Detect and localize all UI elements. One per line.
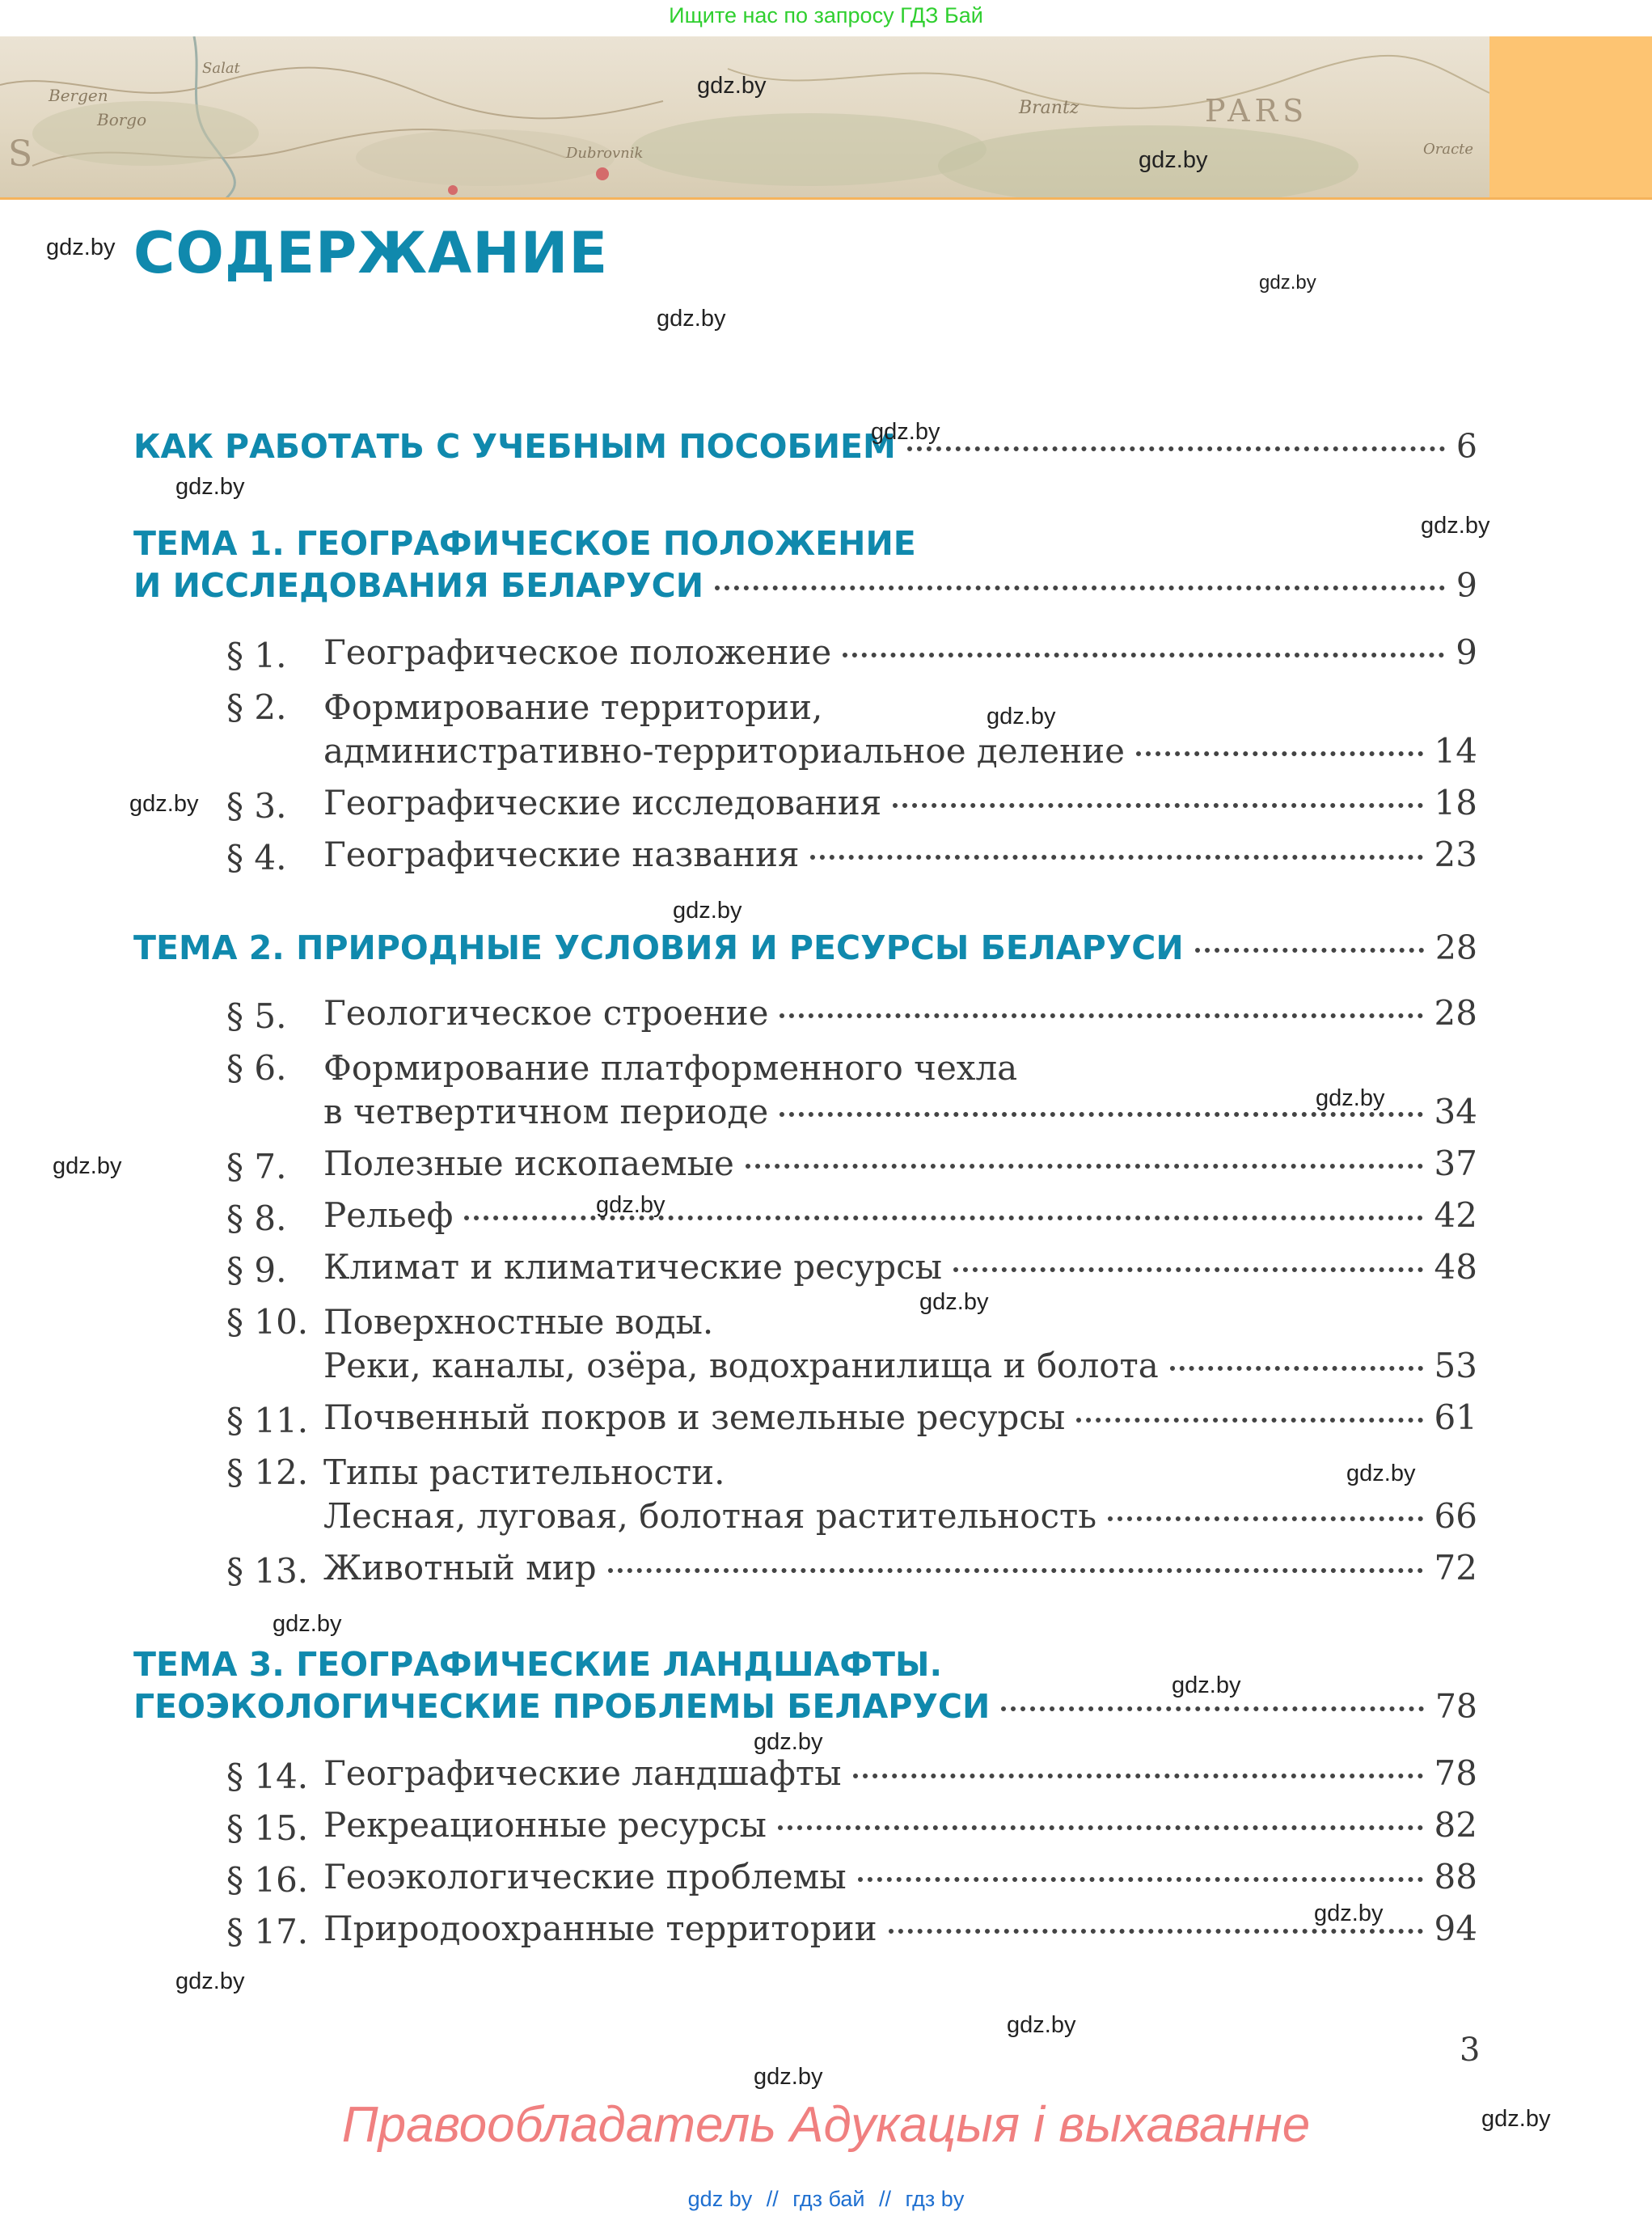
paragraph-title: Геоэкологические проблемы bbox=[323, 1857, 847, 1896]
map-label: Salat bbox=[202, 60, 240, 77]
paragraph-title: Животный мир bbox=[323, 1548, 597, 1588]
watermark: gdz.by bbox=[46, 235, 116, 260]
page-number: 3 bbox=[1460, 2032, 1481, 2069]
dot-leader bbox=[893, 803, 1422, 808]
paragraph-number: § 8. bbox=[226, 1199, 287, 1238]
toc-paragraph[interactable] bbox=[323, 1805, 1477, 1852]
watermark: gdz.by bbox=[53, 1153, 122, 1179]
paragraph-number: § 15. bbox=[226, 1808, 309, 1848]
dot-leader bbox=[858, 1877, 1423, 1882]
watermark: gdz.by bbox=[657, 306, 726, 332]
toc-topic-2[interactable] bbox=[133, 928, 1477, 977]
dot-leader bbox=[953, 1267, 1422, 1272]
paragraph-number: § 16. bbox=[226, 1860, 309, 1900]
paragraph-title: Реки, каналы, озёра, водохранилища и болота bbox=[323, 1346, 1159, 1385]
paragraph-number: § 17. bbox=[226, 1912, 309, 1951]
corner-accent bbox=[1489, 36, 1652, 198]
watermark: gdz.by bbox=[175, 1968, 245, 1994]
toc-paragraph[interactable] bbox=[323, 1092, 1477, 1139]
paragraph-title-line: Типы растительности. bbox=[323, 1452, 725, 1492]
toc-page: 53 bbox=[1434, 1346, 1477, 1385]
map-label: PARS bbox=[1205, 93, 1309, 129]
watermark: gdz.by bbox=[1481, 2106, 1551, 2132]
toc-page: 28 bbox=[1434, 928, 1477, 967]
toc-paragraph[interactable] bbox=[323, 632, 1477, 679]
dot-leader bbox=[778, 1825, 1423, 1830]
watermark: gdz.by bbox=[754, 2064, 823, 2090]
paragraph-number: § 2. bbox=[226, 687, 287, 727]
paragraph-title: Полезные ископаемые bbox=[323, 1144, 734, 1183]
toc-paragraph[interactable] bbox=[323, 1753, 1477, 1800]
paragraph-title: Рекреационные ресурсы bbox=[323, 1805, 767, 1845]
paragraph-title: в четвертичном периоде bbox=[323, 1092, 769, 1131]
paragraph-title-line: Формирование территории, bbox=[323, 687, 823, 727]
toc-title: КАК РАБОТАТЬ С УЧЕБНЫМ ПОСОБИЕМ bbox=[133, 427, 896, 466]
paragraph-title: Лесная, луговая, болотная растительность bbox=[323, 1496, 1097, 1536]
topic-title-line: ТЕМА 2. ПРИРОДНЫЕ УСЛОВИЯ И РЕСУРСЫ БЕЛАРУСИ bbox=[133, 928, 1184, 967]
dot-leader bbox=[810, 855, 1422, 860]
watermark: gdz.by bbox=[1316, 1085, 1385, 1111]
toc-page: 78 bbox=[1434, 1687, 1477, 1726]
paragraph-number: § 13. bbox=[226, 1551, 309, 1591]
map-label: S bbox=[8, 133, 33, 175]
toc-page: 37 bbox=[1434, 1144, 1477, 1183]
toc-paragraph[interactable] bbox=[323, 1496, 1477, 1543]
watermark: gdz.by bbox=[596, 1192, 665, 1218]
toc-page: 78 bbox=[1434, 1753, 1477, 1793]
paragraph-number: § 7. bbox=[226, 1147, 287, 1186]
toc-page: 34 bbox=[1434, 1092, 1477, 1131]
toc-intro[interactable] bbox=[133, 427, 1477, 476]
dot-leader bbox=[1195, 948, 1424, 953]
toc-page: 28 bbox=[1434, 993, 1477, 1033]
map-label: Bergen bbox=[49, 86, 108, 105]
toc-paragraph[interactable] bbox=[323, 1909, 1477, 1956]
map-label: Dubrovnik bbox=[566, 145, 644, 162]
dot-leader bbox=[1136, 751, 1423, 756]
paragraph-title: Климат и климатические ресурсы bbox=[323, 1247, 943, 1287]
dot-leader bbox=[889, 1929, 1423, 1934]
paragraph-title: Рельеф bbox=[323, 1195, 454, 1235]
paragraph-number: § 3. bbox=[226, 786, 287, 826]
toc-paragraph[interactable] bbox=[323, 1346, 1477, 1393]
toc-paragraph[interactable] bbox=[323, 1857, 1477, 1904]
paragraph-title: Географические ландшафты bbox=[323, 1753, 842, 1793]
paragraph-title-line: Формирование платформенного чехла bbox=[323, 1048, 1018, 1088]
header-map-banner bbox=[0, 36, 1489, 198]
watermark: gdz.by bbox=[754, 1729, 823, 1755]
toc-paragraph[interactable] bbox=[323, 1397, 1477, 1444]
dot-leader bbox=[746, 1164, 1423, 1169]
toc-paragraph[interactable] bbox=[323, 783, 1477, 830]
paragraph-number: § 11. bbox=[226, 1401, 309, 1440]
toc-page: 88 bbox=[1434, 1857, 1477, 1896]
paragraph-number: § 4. bbox=[226, 838, 287, 877]
watermark: gdz.by bbox=[1259, 272, 1316, 294]
watermark: gdz.by bbox=[1172, 1672, 1241, 1698]
banner-divider bbox=[0, 197, 1652, 200]
footer-link[interactable]: гдз by bbox=[905, 2187, 965, 2211]
paragraph-title: Геологическое строение bbox=[323, 993, 769, 1033]
toc-page: 82 bbox=[1434, 1805, 1477, 1845]
toc-paragraph[interactable] bbox=[323, 993, 1477, 1040]
dot-leader bbox=[1170, 1366, 1423, 1371]
toc-paragraph[interactable] bbox=[323, 731, 1477, 778]
page-title: СОДЕРЖАНИЕ bbox=[133, 220, 609, 286]
toc-paragraph[interactable] bbox=[323, 1195, 1477, 1242]
watermark: gdz.by bbox=[697, 73, 767, 99]
paragraph-title: Географические исследования bbox=[323, 783, 882, 822]
toc-page: 72 bbox=[1434, 1548, 1477, 1588]
paragraph-number: § 1. bbox=[226, 636, 287, 675]
map-label: Borgo bbox=[97, 110, 147, 129]
watermark: gdz.by bbox=[273, 1611, 342, 1637]
paragraph-number: § 12. bbox=[226, 1452, 309, 1492]
toc-topic-1[interactable] bbox=[133, 566, 1477, 615]
toc-paragraph[interactable] bbox=[323, 1548, 1477, 1595]
paragraph-title: Почвенный покров и земельные ресурсы bbox=[323, 1397, 1066, 1437]
toc-page: 61 bbox=[1434, 1397, 1477, 1437]
dot-leader bbox=[1001, 1706, 1424, 1711]
toc-page: 14 bbox=[1434, 731, 1477, 771]
dot-leader bbox=[780, 1112, 1422, 1117]
dot-leader bbox=[780, 1013, 1422, 1018]
paragraph-title: административно-территориальное деление bbox=[323, 731, 1125, 771]
dot-leader bbox=[1076, 1418, 1422, 1423]
dot-leader bbox=[715, 586, 1445, 590]
watermark: gdz.by bbox=[129, 791, 199, 817]
watermark: gdz.by bbox=[919, 1289, 989, 1315]
topic-title-line: ТЕМА 3. ГЕОГРАФИЧЕСКИЕ ЛАНДШАФТЫ. bbox=[133, 1645, 943, 1684]
old-map-illustration bbox=[0, 36, 1489, 198]
toc-page: 9 bbox=[1456, 566, 1477, 605]
topic-title-line: ТЕМА 1. ГЕОГРАФИЧЕСКОЕ ПОЛОЖЕНИЕ bbox=[133, 524, 916, 563]
map-label: Oracte bbox=[1423, 141, 1474, 158]
dot-leader bbox=[1108, 1516, 1422, 1521]
footer-link[interactable]: гдз бай bbox=[792, 2187, 865, 2211]
paragraph-title: Географическое положение bbox=[323, 632, 832, 672]
toc-page: 23 bbox=[1434, 835, 1477, 874]
toc-page: 48 bbox=[1434, 1247, 1477, 1287]
watermark: gdz.by bbox=[1007, 2012, 1076, 2038]
watermark: gdz.by bbox=[673, 898, 742, 924]
watermark: gdz.by bbox=[1139, 147, 1208, 173]
toc-paragraph[interactable] bbox=[323, 1247, 1477, 1294]
watermark: gdz.by bbox=[1314, 1901, 1384, 1926]
dot-leader bbox=[907, 446, 1445, 451]
watermark: gdz.by bbox=[871, 419, 940, 445]
toc-page: 94 bbox=[1434, 1909, 1477, 1948]
copyright-notice: Правообладатель Адукацыя і выхаванне bbox=[341, 2097, 1311, 2153]
paragraph-number: § 10. bbox=[226, 1302, 309, 1342]
dot-leader bbox=[843, 653, 1444, 657]
paragraph-title: Географические названия bbox=[323, 835, 800, 874]
search-hint: Ищите нас по запросу ГДЗ Бай bbox=[669, 3, 983, 27]
footer-link[interactable]: gdz by bbox=[687, 2187, 753, 2211]
paragraph-number: § 6. bbox=[226, 1048, 287, 1088]
toc-page: 66 bbox=[1434, 1496, 1477, 1536]
toc-page: 42 bbox=[1434, 1195, 1477, 1235]
watermark: gdz.by bbox=[1421, 513, 1490, 539]
watermark: gdz.by bbox=[987, 704, 1056, 729]
topic-title-line: ГЕОЭКОЛОГИЧЕСКИЕ ПРОБЛЕМЫ БЕЛАРУСИ bbox=[133, 1687, 991, 1726]
paragraph-title: Природоохранные территории bbox=[323, 1909, 877, 1948]
topic-title-line: И ИССЛЕДОВАНИЯ БЕЛАРУСИ bbox=[133, 566, 704, 605]
footer-links bbox=[0, 2187, 1652, 2212]
paragraph-title-line: Поверхностные воды. bbox=[323, 1302, 714, 1342]
map-label: Brantz bbox=[1019, 98, 1080, 118]
paragraph-number: § 9. bbox=[226, 1250, 287, 1290]
toc-paragraph[interactable] bbox=[323, 1144, 1477, 1190]
toc-topic-3[interactable] bbox=[133, 1687, 1477, 1736]
paragraph-number: § 14. bbox=[226, 1757, 309, 1796]
paragraph-number: § 5. bbox=[226, 996, 287, 1036]
watermark: gdz.by bbox=[175, 474, 245, 500]
toc-page: 18 bbox=[1434, 783, 1477, 822]
toc-paragraph[interactable] bbox=[323, 835, 1477, 882]
dot-leader bbox=[608, 1568, 1423, 1573]
footer-separator: // bbox=[879, 2187, 892, 2211]
dot-leader bbox=[853, 1774, 1423, 1778]
footer-separator: // bbox=[766, 2187, 779, 2211]
watermark: gdz.by bbox=[1346, 1461, 1416, 1486]
toc-page: 6 bbox=[1456, 427, 1477, 466]
toc-page: 9 bbox=[1456, 632, 1477, 672]
